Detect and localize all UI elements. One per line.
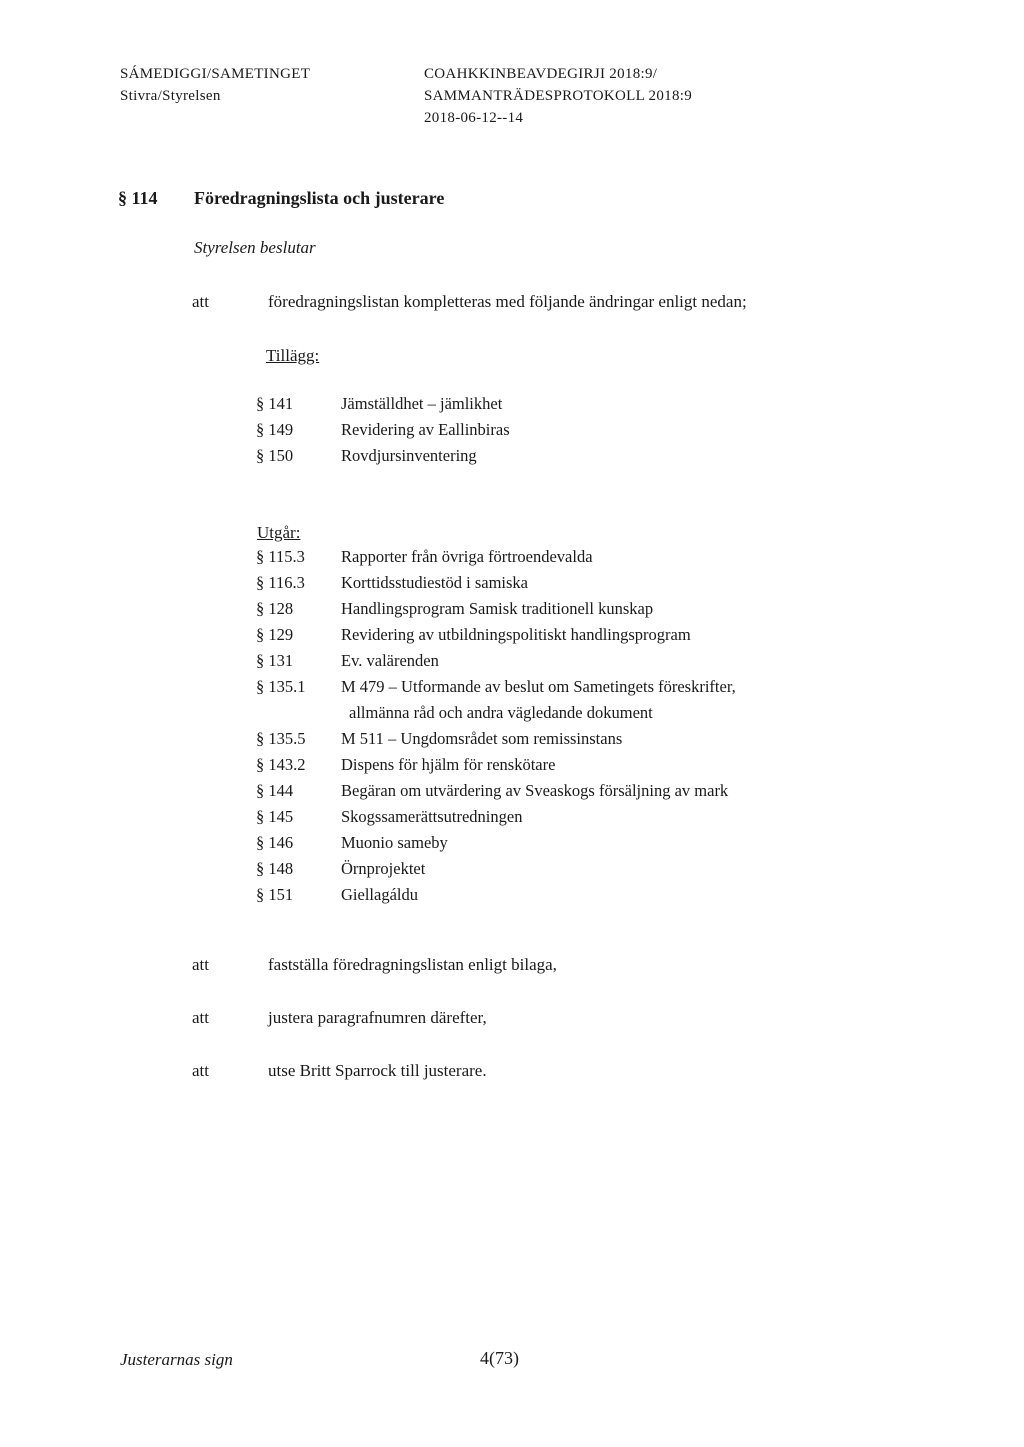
header-organization bbox=[120, 63, 310, 107]
protocol-swedish: SAMMANTRÄDESPROTOKOLL 2018:9 bbox=[424, 88, 693, 104]
paragraph-number: § 149 bbox=[256, 420, 294, 439]
additions-label: Tillägg: bbox=[266, 346, 320, 365]
decision-text: fastställa föredragningslistan enligt bilaga, bbox=[268, 955, 557, 974]
item-description: M 479 – Utformande av beslut om Sametingets föreskrifter, bbox=[341, 677, 736, 696]
page-number: 4(73) bbox=[480, 1348, 519, 1368]
paragraph-number: § 129 bbox=[256, 625, 294, 644]
paragraph-number: § 128 bbox=[256, 599, 294, 618]
item-description: Skogssamerättsutredningen bbox=[341, 807, 523, 826]
paragraph-number: § 116.3 bbox=[256, 573, 305, 592]
section-title: Föredragningslista och justerare bbox=[194, 188, 445, 208]
decider-label: Styrelsen beslutar bbox=[194, 238, 316, 257]
meeting-date: 2018-06-12--14 bbox=[424, 110, 524, 126]
att-label: att bbox=[192, 955, 209, 974]
paragraph-number: § 146 bbox=[256, 833, 294, 852]
item-description: Dispens för hjälm för renskötare bbox=[341, 755, 556, 774]
paragraph-number: § 150 bbox=[256, 446, 294, 465]
paragraph-number: § 145 bbox=[256, 807, 294, 826]
item-description: Begäran om utvärdering av Sveaskogs försäljning av mark bbox=[341, 781, 729, 800]
paragraph-number: § 144 bbox=[256, 781, 294, 800]
paragraph-number: § 135.1 bbox=[256, 677, 306, 696]
paragraph-number: § 141 bbox=[256, 394, 294, 413]
removals-label: Utgår: bbox=[257, 523, 301, 542]
item-description: Jämställdhet – jämlikhet bbox=[341, 394, 503, 413]
att-label: att bbox=[192, 292, 209, 311]
paragraph-number: § 143.2 bbox=[256, 755, 306, 774]
protocol-sami: COAHKKINBEAVDEGIRJI 2018:9/ bbox=[424, 66, 658, 82]
item-description: Korttidsstudiestöd i samiska bbox=[341, 573, 528, 592]
att-label: att bbox=[192, 1008, 209, 1027]
decision-text: föredragningslistan kompletteras med följande ändringar enligt nedan; bbox=[268, 292, 747, 311]
item-description: Ev. valärenden bbox=[341, 651, 439, 670]
item-description: Rapporter från övriga förtroendevalda bbox=[341, 547, 593, 566]
section-number: § 114 bbox=[118, 188, 158, 208]
item-description: Rovdjursinventering bbox=[341, 446, 477, 465]
item-description: M 511 – Ungdomsrådet som remissinstans bbox=[341, 729, 623, 748]
item-description: Giellagáldu bbox=[341, 885, 418, 904]
item-description-continued: allmänna råd och andra vägledande dokument bbox=[349, 703, 653, 722]
paragraph-number: § 135.5 bbox=[256, 729, 306, 748]
section-heading bbox=[118, 188, 444, 209]
header-protocol bbox=[424, 63, 692, 129]
paragraph-number: § 151 bbox=[256, 885, 294, 904]
paragraph-number: § 148 bbox=[256, 859, 294, 878]
item-description: Revidering av Eallinbiras bbox=[341, 420, 510, 439]
org-board: Stivra/Styrelsen bbox=[120, 88, 221, 104]
item-description: Revidering av utbildningspolitiskt handlingsprogram bbox=[341, 625, 691, 644]
decision-text: utse Britt Sparrock till justerare. bbox=[268, 1061, 487, 1080]
paragraph-number: § 115.3 bbox=[256, 547, 305, 566]
item-description: Handlingsprogram Samisk traditionell kunskap bbox=[341, 599, 654, 618]
item-description: Örnprojektet bbox=[341, 859, 426, 878]
decision-text: justera paragrafnumren därefter, bbox=[268, 1008, 487, 1027]
org-name: SÁMEDIGGI/SAMETINGET bbox=[120, 66, 311, 82]
att-label: att bbox=[192, 1061, 209, 1080]
item-description: Muonio sameby bbox=[341, 833, 448, 852]
signature-label: Justerarnas sign bbox=[120, 1350, 233, 1369]
paragraph-number: § 131 bbox=[256, 651, 294, 670]
